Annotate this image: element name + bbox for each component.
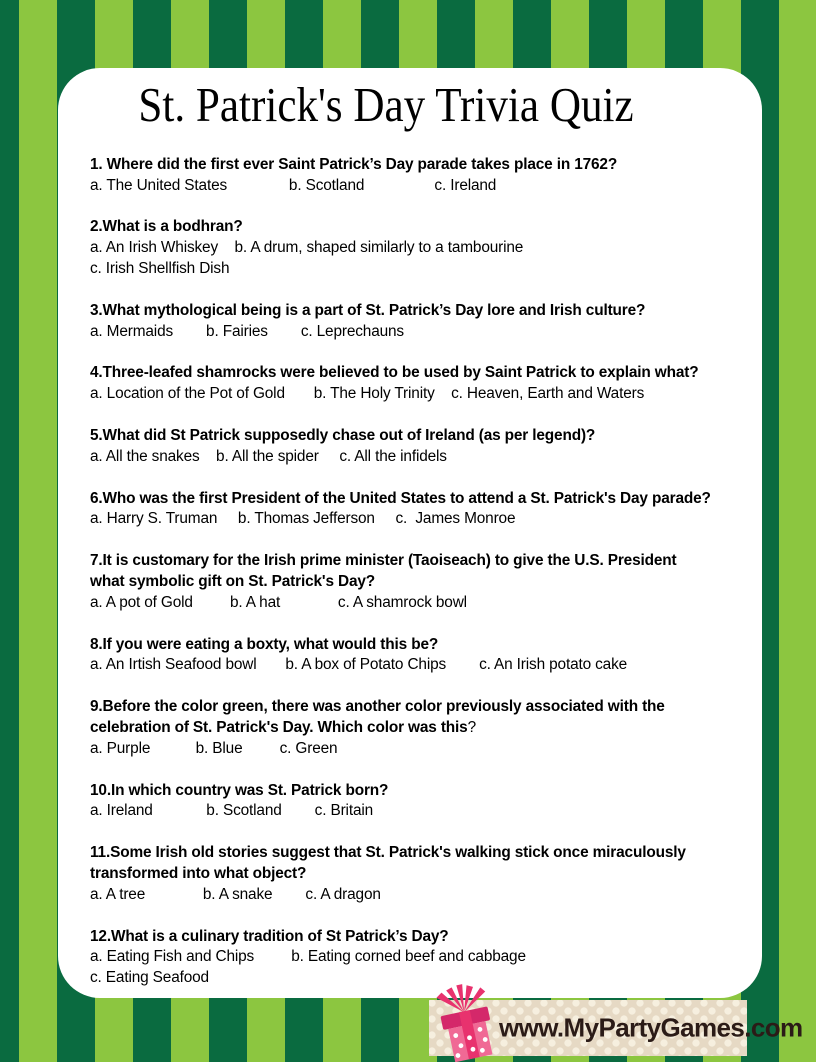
question-4: [90, 363, 758, 405]
question-11-options-line-1: a. A tree b. A snake c. A dragon: [90, 885, 381, 903]
question-list: [58, 155, 762, 989]
question-11: [90, 843, 758, 905]
page-title: St. Patrick's Day Trivia Quiz: [138, 77, 634, 132]
question-6-heading-line-1: 6.Who was the first President of the United States to attend a St. Patrick's Day parade?: [90, 489, 711, 507]
question-10-heading-line-1: 10.In which country was St. Patrick born?: [90, 781, 389, 799]
quiz-card: [58, 68, 762, 998]
question-9-heading-suffix: ?: [467, 719, 476, 737]
question-12-options-line-1: a. Eating Fish and Chips b. Eating corned beef and cabbage: [90, 948, 526, 966]
question-7-heading-line-1: 7.It is customary for the Irish prime minister (Taoiseach) to give the U.S. President: [90, 552, 677, 570]
question-7-heading-line-2: what symbolic gift on St. Patrick's Day?: [90, 573, 376, 591]
question-5-options-line-1: a. All the snakes b. All the spider c. All the infidels: [90, 447, 447, 465]
question-12-options-line-2: c. Eating Seafood: [90, 969, 209, 987]
question-9-heading-line-1: 9.Before the color green, there was another color previously associated with the: [90, 698, 665, 716]
question-3-options-line-1: a. Mermaids b. Fairies c. Leprechauns: [90, 322, 404, 340]
question-12-heading-line-1: 12.What is a culinary tradition of St Patrick’s Day?: [90, 927, 449, 945]
website-link[interactable]: www.MyPartyGames.com: [499, 1012, 803, 1043]
question-7-options-line-1: a. A pot of Gold b. A hat c. A shamrock bowl: [90, 593, 467, 611]
question-9-heading-line-2: celebration of St. Patrick's Day. Which color was this?: [90, 719, 476, 737]
question-11-heading-line-1: 11.Some Irish old stories suggest that St. Patrick's walking stick once miraculously: [90, 844, 686, 862]
question-1-options-line-1: a. The United States b. Scotland c. Ireland: [90, 176, 497, 194]
question-9-options-line-1: a. Purple b. Blue c. Green: [90, 739, 338, 757]
question-4-options-line-1: a. Location of the Pot of Gold b. The Holy Trinity c. Heaven, Earth and Waters: [90, 385, 645, 403]
question-8: [90, 635, 758, 677]
question-12: [90, 927, 758, 989]
question-11-heading-line-2: transformed into what object?: [90, 865, 307, 882]
question-5: [90, 426, 758, 468]
question-10: [90, 781, 758, 823]
question-2-options-line-2: c. Irish Shellfish Dish: [90, 260, 230, 278]
question-10-options-line-1: a. Ireland b. Scotland c. Britain: [90, 802, 374, 820]
question-1-heading-line-1: 1. Where did the first ever Saint Patrick’s Day parade takes place in 1762?: [90, 155, 618, 173]
question-2-heading-line-1: 2.What is a bodhran?: [90, 218, 243, 236]
question-6: [90, 489, 758, 531]
question-1: [90, 155, 758, 197]
question-5-heading-line-1: 5.What did St Patrick supposedly chase out of Ireland (as per legend)?: [90, 427, 596, 445]
question-2: [90, 217, 758, 279]
question-8-heading-line-1: 8.If you were eating a boxty, what would this be?: [90, 635, 439, 653]
footer-banner: [429, 1000, 803, 1056]
question-3-heading-line-1: 3.What mythological being is a part of St. Patrick’s Day lore and Irish culture?: [90, 301, 646, 319]
question-7: [90, 551, 758, 613]
question-4-heading-line-1: 4.Three-leafed shamrocks were believed to be used by Saint Patrick to explain what?: [90, 364, 699, 382]
question-8-options-line-1: a. An Irtish Seafood bowl b. A box of Potato Chips c. An Irish potato cake: [90, 656, 628, 674]
question-3: [90, 301, 758, 343]
gift-icon: [431, 984, 503, 1062]
question-6-options-line-1: a. Harry S. Truman b. Thomas Jefferson c. James Monroe: [90, 510, 516, 528]
question-9: [90, 697, 758, 759]
question-2-options-line-1: a. An Irish Whiskey b. A drum, shaped similarly to a tambourine: [90, 239, 524, 257]
